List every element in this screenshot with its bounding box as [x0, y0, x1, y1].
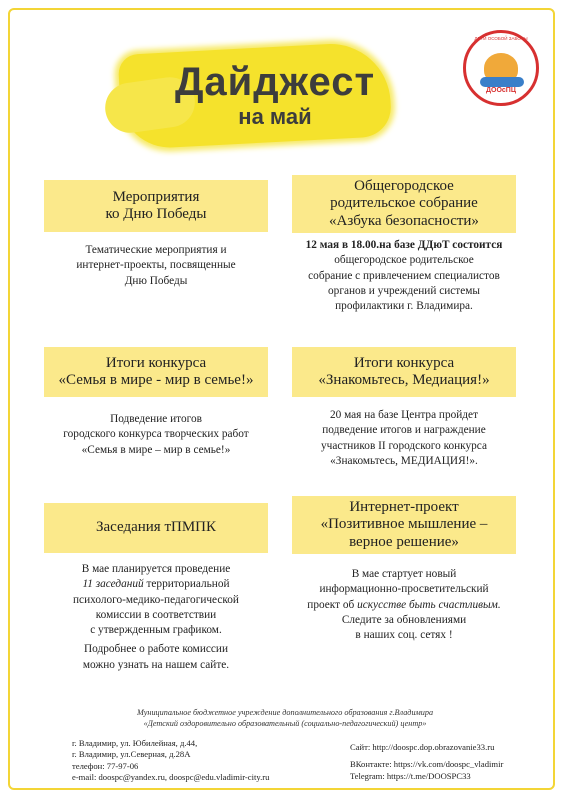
- card-mediation-contest-body: [292, 408, 516, 469]
- card-body-emphasis: 11 заседаний: [82, 578, 144, 591]
- card-victory-day-heading: [44, 180, 268, 232]
- card-positive-thinking-body: [292, 567, 516, 643]
- card-body-line: городского конкурса творческих работ: [63, 428, 249, 441]
- organization-logo: [463, 30, 539, 106]
- card-body-emphasis: искусстве быть счастливым.: [357, 598, 501, 611]
- card-body-line: в наших соц. сетях !: [355, 629, 453, 641]
- footer-org-line: Муниципальное бюджетное учреждение дополнительного образования г.Владимира: [136, 708, 434, 717]
- card-body-line: общегородское родительское: [334, 254, 474, 267]
- card-heading-line: Мероприятия: [112, 188, 200, 205]
- card-family-contest-heading: [44, 347, 268, 397]
- card-body-line: участников II городского конкурса: [321, 439, 487, 452]
- card-body-line: можно узнать на нашем сайте.: [82, 658, 230, 671]
- footer-address-line: г. Владимир, ул. Юбилейная, д.44,: [72, 738, 198, 748]
- card-body-line: собрание с привлечением специалистов: [308, 269, 500, 282]
- card-body-line: информационно-просветительский: [319, 583, 489, 596]
- card-body-line: 20 мая на базе Центра пройдет: [329, 409, 479, 421]
- title-sub: на май: [238, 104, 312, 129]
- footer-organization: [40, 708, 530, 729]
- card-body-line: подведение итогов и награждение: [322, 424, 486, 437]
- card-heading-line: Общегородское: [354, 178, 454, 195]
- card-heading-line: Интернет-проект: [349, 499, 459, 516]
- card-positive-thinking-heading: [292, 496, 516, 554]
- card-heading-line: ко Дню Победы: [105, 206, 207, 222]
- card-pmpk-body: [44, 562, 268, 673]
- footer-site-link[interactable]: Сайт: http://doospc.dop.obrazovanie33.ru: [350, 742, 495, 752]
- card-body-line: Подведение итогов: [110, 413, 202, 425]
- footer-links-block: [350, 742, 503, 782]
- card-heading-line: «Позитивное мышление –: [320, 516, 488, 533]
- card-body-line: «Семья в мире – мир в семье!»: [81, 443, 231, 456]
- card-pmpk-heading: [44, 503, 268, 553]
- digest-title: [150, 62, 400, 128]
- card-family-contest-body: [44, 412, 268, 458]
- footer-vk-link[interactable]: ВКонтакте: https://vk.com/doospc_vladimir: [350, 759, 504, 770]
- card-body-line: профилактики г. Владимира.: [335, 300, 473, 312]
- card-heading-line: Итоги конкурса: [353, 354, 455, 371]
- card-victory-day-body: [44, 243, 268, 289]
- card-body-line: психолого-медико-педагогической: [73, 593, 239, 606]
- footer-address-line: г. Владимир, ул.Северная, д.28А: [72, 749, 191, 760]
- card-heading-line: «Азбука безопасности»: [329, 212, 479, 229]
- footer-address-block: [72, 738, 269, 783]
- card-body-line: «Знакомьтесь, МЕДИАЦИЯ!».: [330, 454, 478, 467]
- card-body-line: Подробнее о работе комиссии: [84, 643, 228, 656]
- card-body-line: интернет-проекты, посвященные: [76, 259, 236, 272]
- footer-telegram-link[interactable]: Telegram: https://t.me/DOOSPC33: [350, 770, 471, 781]
- footer-phone: телефон: 77-97-06: [72, 760, 139, 771]
- logo-ring-text: ДЕТИ ОСОБОЙ ЗАБОТЫ: [474, 36, 528, 41]
- card-heading-line: «Семья в мире - мир в семье!»: [58, 372, 254, 388]
- card-parent-meeting-body: [286, 238, 522, 314]
- card-parent-meeting-heading: [292, 175, 516, 233]
- card-heading-line: Заседания тПМПК: [95, 519, 217, 536]
- footer-email: e-mail: doospc@yandex.ru, doospc@edu.vladimir-city.ru: [72, 772, 270, 783]
- card-heading-line: «Знакомьтесь, Медиация!»: [318, 372, 490, 388]
- card-mediation-contest-heading: [292, 347, 516, 397]
- card-body-line: В мае стартует новый: [351, 568, 457, 580]
- card-body-text: проект об: [307, 598, 358, 611]
- card-body-line: Дню Победы: [124, 274, 188, 287]
- card-body-line: Следите за обновлениями: [341, 613, 467, 626]
- card-body-line: с утвержденным графиком.: [90, 624, 222, 636]
- card-body-line: органов и учреждений системы: [328, 284, 480, 297]
- card-heading-line: родительское собрание: [330, 195, 478, 212]
- card-body-line: [44, 577, 268, 592]
- footer-org-line: «Детский оздоровительно образовательный (социально-педагогический) центр»: [143, 718, 427, 728]
- title-main: Дайджест: [174, 60, 376, 104]
- logo-text: ДООсПЦ: [486, 87, 516, 94]
- card-heading-line: верное решение»: [349, 533, 459, 550]
- card-heading-line: Итоги конкурса: [105, 354, 207, 371]
- card-body-line: В мае планируется проведение: [81, 563, 231, 575]
- card-body-line: комиссии в соответствии: [95, 608, 217, 621]
- card-body-line: [292, 598, 516, 613]
- card-body-line: Тематические мероприятия и: [85, 244, 227, 256]
- card-body-line: 12 мая в 18.00.на базе ДДюТ состоится: [305, 239, 503, 251]
- logo-wave: [480, 77, 524, 87]
- card-body-text: территориальной: [143, 578, 230, 591]
